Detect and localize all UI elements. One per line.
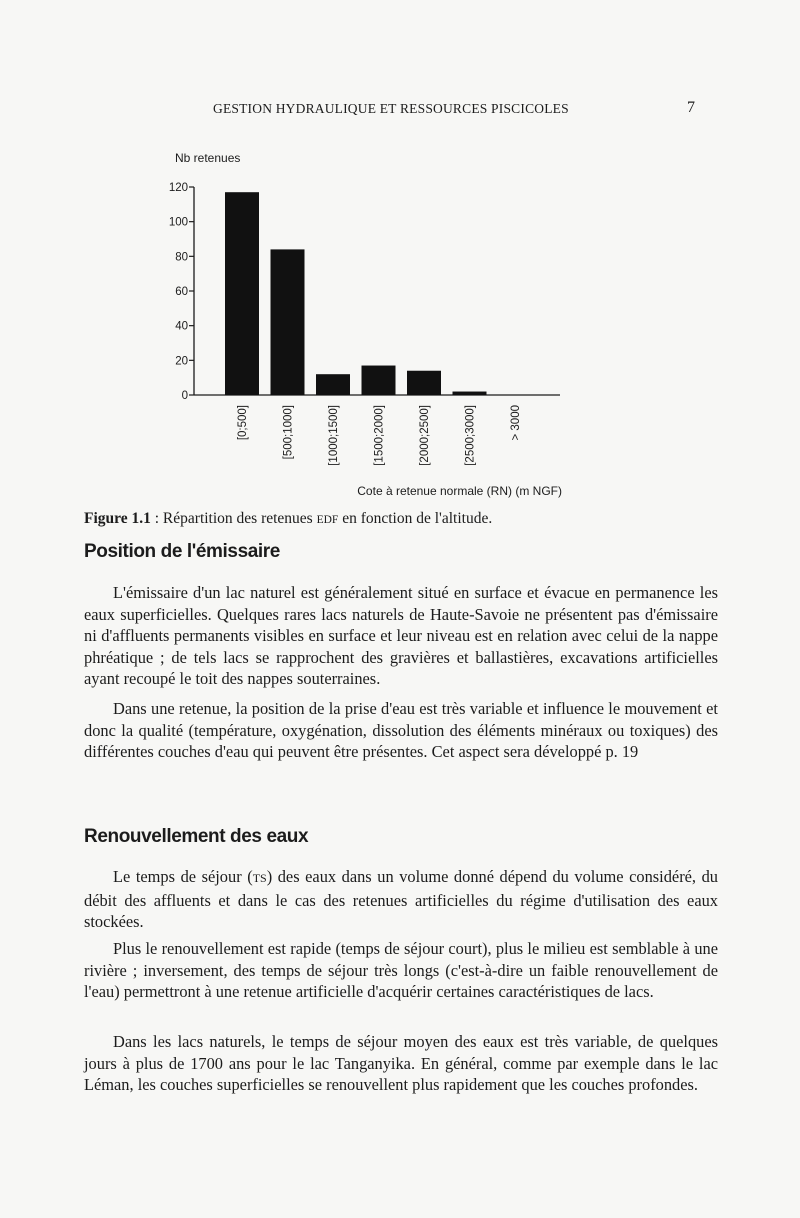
x-tick-label: [2000;2500]: [419, 405, 431, 466]
bar: [225, 192, 259, 395]
y-axis-label: Nb retenues: [175, 151, 241, 165]
y-tick-label: 60: [175, 286, 188, 298]
y-tick-label: 0: [181, 390, 188, 402]
paragraph-text: ) des eaux dans un volume donné dépend du volume considéré, du débit des affluents et dans le cas des retenues artificielles du régime d'utilisation des eaux stockées.: [84, 867, 718, 932]
caption-text: : Répartition des retenues: [150, 510, 317, 527]
figure-label: Figure 1.1: [84, 510, 151, 527]
running-head: GESTION HYDRAULIQUE ET RESSOURCES PISCICOLES: [213, 101, 569, 116]
x-axis-ticks: [237, 405, 522, 466]
paragraph: Plus le renouvellement est rapide (temps de séjour court), plus le milieu est semblable à une rivière ; inversement, des temps de séjour très longs (c'est-à-dire un faible renouvellement de l'eau) permettront à une retenue artificielle d'acquérir certaines caractéristiques de lacs.: [84, 939, 718, 1002]
paragraph: [84, 866, 718, 933]
bar: [316, 374, 350, 395]
y-tick-label: 120: [168, 182, 188, 194]
bar: [271, 249, 305, 395]
bar-chart: [150, 145, 580, 505]
section-heading-emissaire: Position de l'émissaire: [84, 541, 280, 562]
x-tick-label: [1000;1500]: [328, 405, 340, 466]
x-axis-label: Cote à retenue normale (RN) (m NGF): [357, 484, 562, 498]
caption-text-end: en fonction de l'altitude.: [338, 510, 493, 527]
page-number: 7: [687, 99, 695, 116]
x-tick-label: [2500;3000]: [464, 405, 477, 466]
y-tick-label: 40: [175, 320, 188, 333]
section-heading-renouvellement: Renouvellement des eaux: [84, 826, 309, 847]
x-tick-label: [0;500]: [237, 405, 249, 441]
caption-abbr: EDF: [316, 514, 339, 526]
bar: [362, 366, 396, 395]
paragraph: Dans les lacs naturels, le temps de séjour moyen des eaux est très variable, de quelques jours à plus de 1700 ans pour le lac Tanganyika. En général, comme par exemple dans le lac Léman, les couches superficielles se renouvellent plus rapidement que les couches profondes.: [84, 1032, 718, 1095]
bar: [407, 371, 441, 395]
x-tick-label: > 3000: [510, 405, 522, 441]
y-tick-label: 100: [168, 216, 188, 229]
bars: [225, 192, 487, 395]
x-tick-label: [1500;2000]: [373, 405, 386, 466]
paragraph-text: Le temps de séjour (: [113, 867, 253, 886]
y-tick-label: 20: [175, 355, 188, 368]
figure-caption: [84, 510, 492, 528]
paragraph: L'émissaire d'un lac naturel est généralement situé en surface et évacue en permanence les eaux superficielles. Quelques rares lacs naturels de Haute-Savoie ne présentent pas d'émissaire ni d'affluents permanents visibles en surface et leur niveau est en relation avec celui de la nappe phréatique ; de tels lacs se rapprochent des gravières et ballastières, excavations artificielles ayant recoupé le toit des nappes souterraines.: [84, 583, 718, 689]
x-tick-label: [500;1000]: [282, 405, 295, 460]
y-tick-label: 80: [175, 251, 188, 264]
bar: [453, 392, 487, 395]
paragraph: Dans une retenue, la position de la prise d'eau est très variable et influence le mouvement et donc la qualité (température, oxygénation, dissolution des éléments minéraux ou toxiques) des différentes couches d'eau qui peuvent être présentes. Cet aspect sera développé p. 19: [84, 699, 718, 762]
abbr-ts: TS: [252, 871, 267, 885]
